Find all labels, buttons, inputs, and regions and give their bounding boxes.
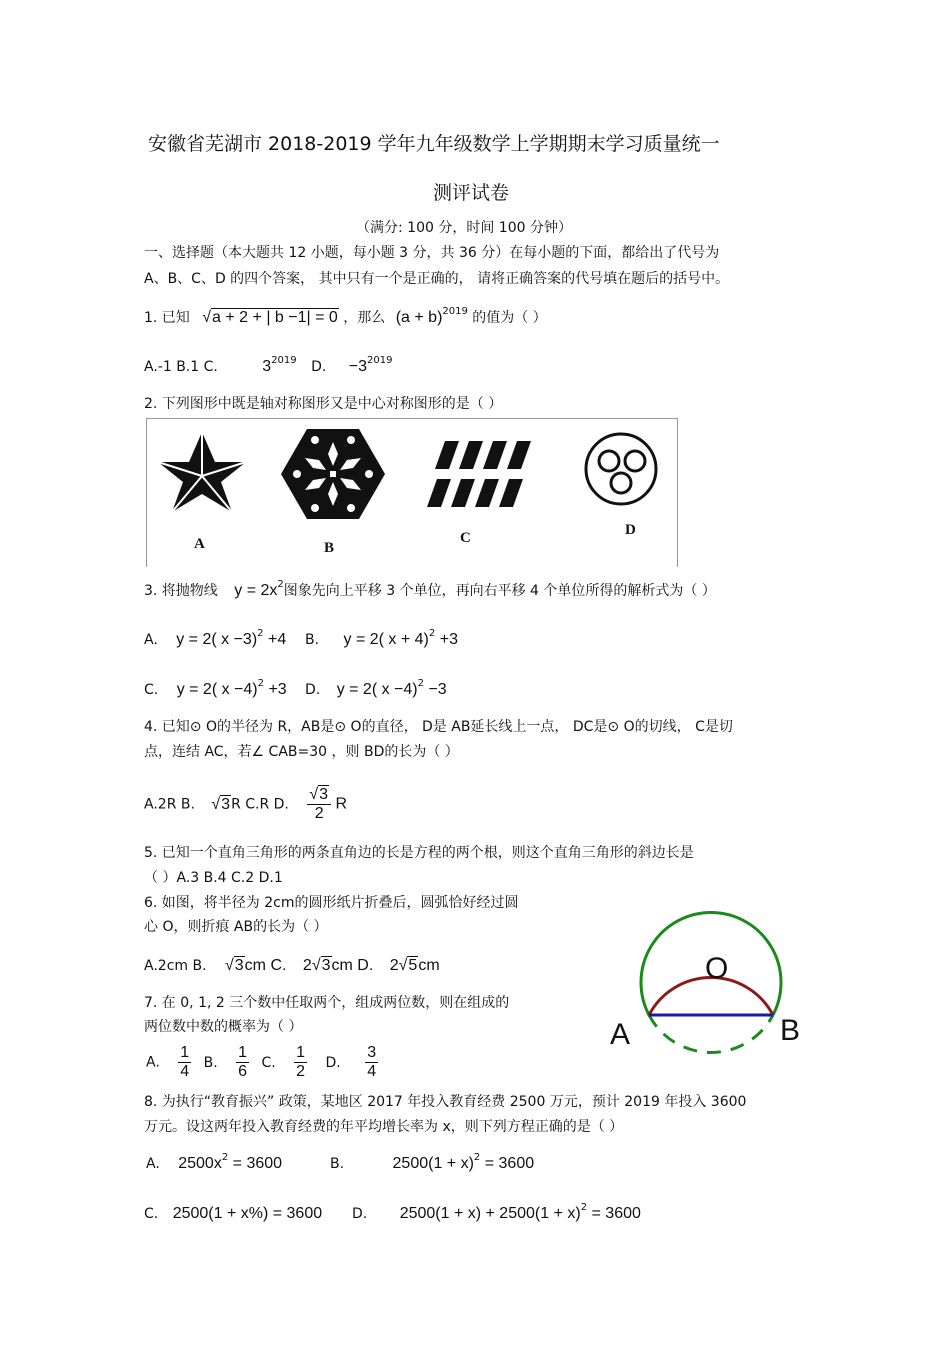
q3-option-b-tail: +3 (439, 631, 458, 648)
q3-exp: 2 (277, 579, 284, 590)
q1-prefix: 1. 已知 (144, 310, 190, 326)
q8-option-d (352, 1202, 641, 1225)
q4-radical-sign: √ (211, 795, 221, 813)
question-1-stem (144, 306, 547, 329)
q7-option-b-label: B. (203, 1054, 218, 1071)
q7-b-den: 6 (238, 1063, 248, 1080)
figure-a-star-icon (158, 432, 246, 512)
q7-option-d-fraction (365, 1044, 378, 1081)
q3-option-a-label: A. (144, 632, 158, 648)
q6-option-b-tail: cm C. (244, 957, 287, 974)
q1-option-d-exp: 2019 (367, 355, 393, 366)
q6-radical-d: √ (398, 957, 408, 974)
q4-option-b-tail: R C.R D. (231, 796, 289, 813)
question-4-line-1: 4. 已知⊙ O的半径为 R，AB是⊙ O的直径， D是 AB延长线上一点， DC是⊙ O的切线， C是切 (144, 719, 733, 735)
q3-option-c (144, 678, 287, 701)
q3-option-d (305, 678, 447, 701)
q3-option-b-expr: y = 2( x + 4) (343, 631, 429, 648)
q4-option-d-tail: R (335, 795, 348, 813)
q3-option-b-sq: 2 (428, 628, 436, 639)
q1-options-ab: A.-1 B.1 C. (144, 359, 218, 375)
q8-option-b-sq: 2 (473, 1152, 481, 1163)
title-line-2: 测评试卷 (433, 182, 510, 204)
q3-option-b-label: B. (305, 632, 320, 648)
q7-d-num: 3 (367, 1044, 377, 1061)
q3-option-b (305, 628, 458, 651)
q3-option-d-expr: y = 2( x −4) (336, 681, 418, 698)
q7-a-num: 1 (180, 1044, 190, 1061)
q6-option-a: A.2cm B. (144, 958, 207, 974)
question-7-options (146, 1044, 378, 1081)
q8-option-c-label: C. (144, 1206, 159, 1222)
question-6-options (144, 957, 440, 975)
q6-option-d-rad: 5 (408, 957, 418, 974)
q3-option-d-label: D. (305, 682, 321, 698)
q3-option-a-tail: +4 (267, 631, 287, 648)
q8-option-d-label: D. (352, 1206, 368, 1222)
q1-option-d-label: D. (311, 359, 327, 375)
q8-option-a-expr: 2500x (178, 1155, 222, 1172)
q7-c-num: 1 (296, 1044, 306, 1061)
q2-figure-panel (146, 418, 678, 567)
question-3-stem (144, 579, 716, 602)
q4-option-b-rad: 3 (221, 795, 231, 813)
q8-option-a (146, 1152, 283, 1175)
q1-radical-sign: √ (202, 309, 212, 326)
q3-option-c-expr: y = 2( x −4) (176, 681, 258, 698)
q8-option-c-expr: 2500(1 + x%) = 3600 (172, 1205, 323, 1222)
q8-option-a-sq: 2 (221, 1152, 229, 1163)
q6-radical-c: √ (311, 957, 321, 974)
section-instructions-2: A、B、C、D 的四个答案， 其中只有一个是正确的， 请将正确答案的代号填在题后的括号中。 (144, 271, 730, 287)
q4-option-d-fraction (307, 786, 331, 823)
q8-option-c (144, 1205, 322, 1223)
q8-option-b-expr: 2500(1 + x) (392, 1155, 474, 1172)
q8-option-a-tail: = 3600 (232, 1155, 283, 1172)
q3-prefix: 3. 将抛物线 (144, 583, 218, 599)
question-4-options (144, 786, 347, 823)
q4-option-d-denominator: 2 (314, 805, 324, 822)
q3-option-a-sq: 2 (257, 628, 264, 639)
q4-option-d-num: 3 (319, 786, 329, 803)
figure-c-parallelograms-icon (427, 441, 531, 507)
q3-option-c-sq: 2 (257, 678, 264, 689)
q1-expression: a + 2 + | b −1| = 0 (212, 309, 338, 326)
q3-suffix: 图象先向上平移 3 个单位，再向右平移 4 个单位所得的解析式为（ ） (283, 583, 716, 599)
q8-option-d-sq: 2 (580, 1202, 588, 1213)
q4-option-a: A.2R B. (144, 796, 195, 813)
q4-option-d-numerator: √3 (307, 786, 331, 805)
q7-option-d-label: D. (325, 1054, 341, 1071)
q1-option-c-exp: 2019 (271, 355, 297, 366)
q3-option-d-sq: 2 (417, 678, 424, 689)
figure-d-circles-icon (586, 434, 656, 504)
question-4-line-2: 点，连结 AC，若∠ CAB=30 ，则 BD的长为（ ） (144, 744, 459, 760)
q3-option-c-label: C. (144, 682, 159, 698)
question-5-line-2: （ ）A.3 B.4 C.2 D.1 (144, 870, 283, 886)
figure-b-snowflake-icon (281, 429, 385, 519)
q8-option-b-label: B. (330, 1156, 345, 1172)
question-7-line-1: 7. 在 0, 1, 2 三个数中任取两个，组成两位数，则在组成的 (144, 995, 510, 1011)
q1-option-c-base: 3 (262, 358, 272, 375)
q3-option-d-tail: −3 (428, 681, 447, 698)
q7-b-num: 1 (238, 1044, 248, 1061)
figure-b-label: B (324, 540, 335, 556)
q6-label-o: O (705, 952, 729, 985)
title-line-1: 安徽省芜湖市 2018-2019 学年九年级数学上学期期末学习质量统一 (148, 133, 720, 155)
q1-power-base: (a + b) (395, 309, 443, 326)
q3-expression: y = 2x (234, 582, 278, 599)
q6-label-a: A (610, 1018, 631, 1051)
q1-power-exp: 2019 (442, 306, 468, 317)
q6-option-c-rad: 3 (321, 957, 331, 974)
question-1-options (144, 355, 393, 378)
figure-d-label: D (625, 522, 636, 538)
q6-option-b-rad: 3 (234, 957, 244, 974)
q6-label-b: B (780, 1014, 801, 1047)
question-2-stem: 2. 下列图形中既是轴对称图形又是中心对称图形的是（ ） (144, 396, 503, 412)
q7-d-den: 4 (367, 1063, 377, 1080)
q1-option-d-base: −3 (348, 358, 368, 375)
question-8-line-1: 8. 为执行“教育振兴” 政策，某地区 2017 年投入教育经费 2500 万元，预计 2019 年投入 3600 (144, 1094, 747, 1110)
q3-option-a-expr: y = 2( x −3) (176, 631, 258, 648)
q7-c-den: 2 (296, 1063, 306, 1080)
q1-mid: ，那么 (343, 310, 386, 326)
question-6-line-1: 6. 如图，将半径为 2cm的圆形纸片折叠后，圆弧恰好经过圆 (144, 895, 519, 911)
q7-option-c-fraction (294, 1044, 307, 1081)
q6-option-d-tail: cm (418, 957, 440, 974)
figure-c-label: C (460, 530, 471, 546)
q3-option-a (144, 628, 287, 651)
q7-a-den: 4 (180, 1063, 190, 1080)
question-7-line-2: 两位数中数的概率为（ ） (144, 1019, 303, 1035)
question-8-line-2: 万元。设这两年投入教育经费的年平均增长率为 x，则下列方程正确的是（ ） (144, 1119, 624, 1135)
question-6-line-2: 心 O，则折痕 AB的长为（ ） (144, 919, 328, 935)
question-5-line-1: 5. 已知一个直角三角形的两条直角边的长是方程的两个根，则这个直角三角形的斜边长是 (144, 845, 694, 861)
q8-option-b (330, 1152, 535, 1175)
q8-option-b-tail: = 3600 (484, 1155, 535, 1172)
q8-option-d-expr: 2500(1 + x) + 2500(1 + x) (399, 1205, 581, 1222)
q6-option-c-tail: cm D. (331, 957, 374, 974)
q7-option-b-fraction (236, 1044, 249, 1081)
q6-option-d-pre: 2 (389, 957, 399, 974)
q7-option-a-label: A. (146, 1054, 160, 1071)
q7-option-a-fraction (178, 1044, 191, 1081)
q1-suffix: 的值为（ ） (472, 310, 547, 326)
q8-option-a-label: A. (146, 1156, 160, 1172)
circle-arc-dashed (649, 1015, 773, 1053)
section-instructions-1: 一、选择题（本大题共 12 小题，每小题 3 分，共 36 分）在每小题的下面，都给出了代号为 (144, 245, 720, 261)
q8-option-d-tail: = 3600 (591, 1205, 641, 1222)
q7-option-c-label: C. (261, 1054, 276, 1071)
q3-option-c-tail: +3 (268, 681, 287, 698)
q6-option-c-pre: 2 (302, 957, 312, 974)
q6-radical-b: √ (224, 957, 234, 974)
score-time-info: （满分: 100 分，时间 100 分钟） (356, 220, 572, 236)
figure-a-label: A (194, 536, 205, 552)
q2-figures (147, 419, 677, 567)
